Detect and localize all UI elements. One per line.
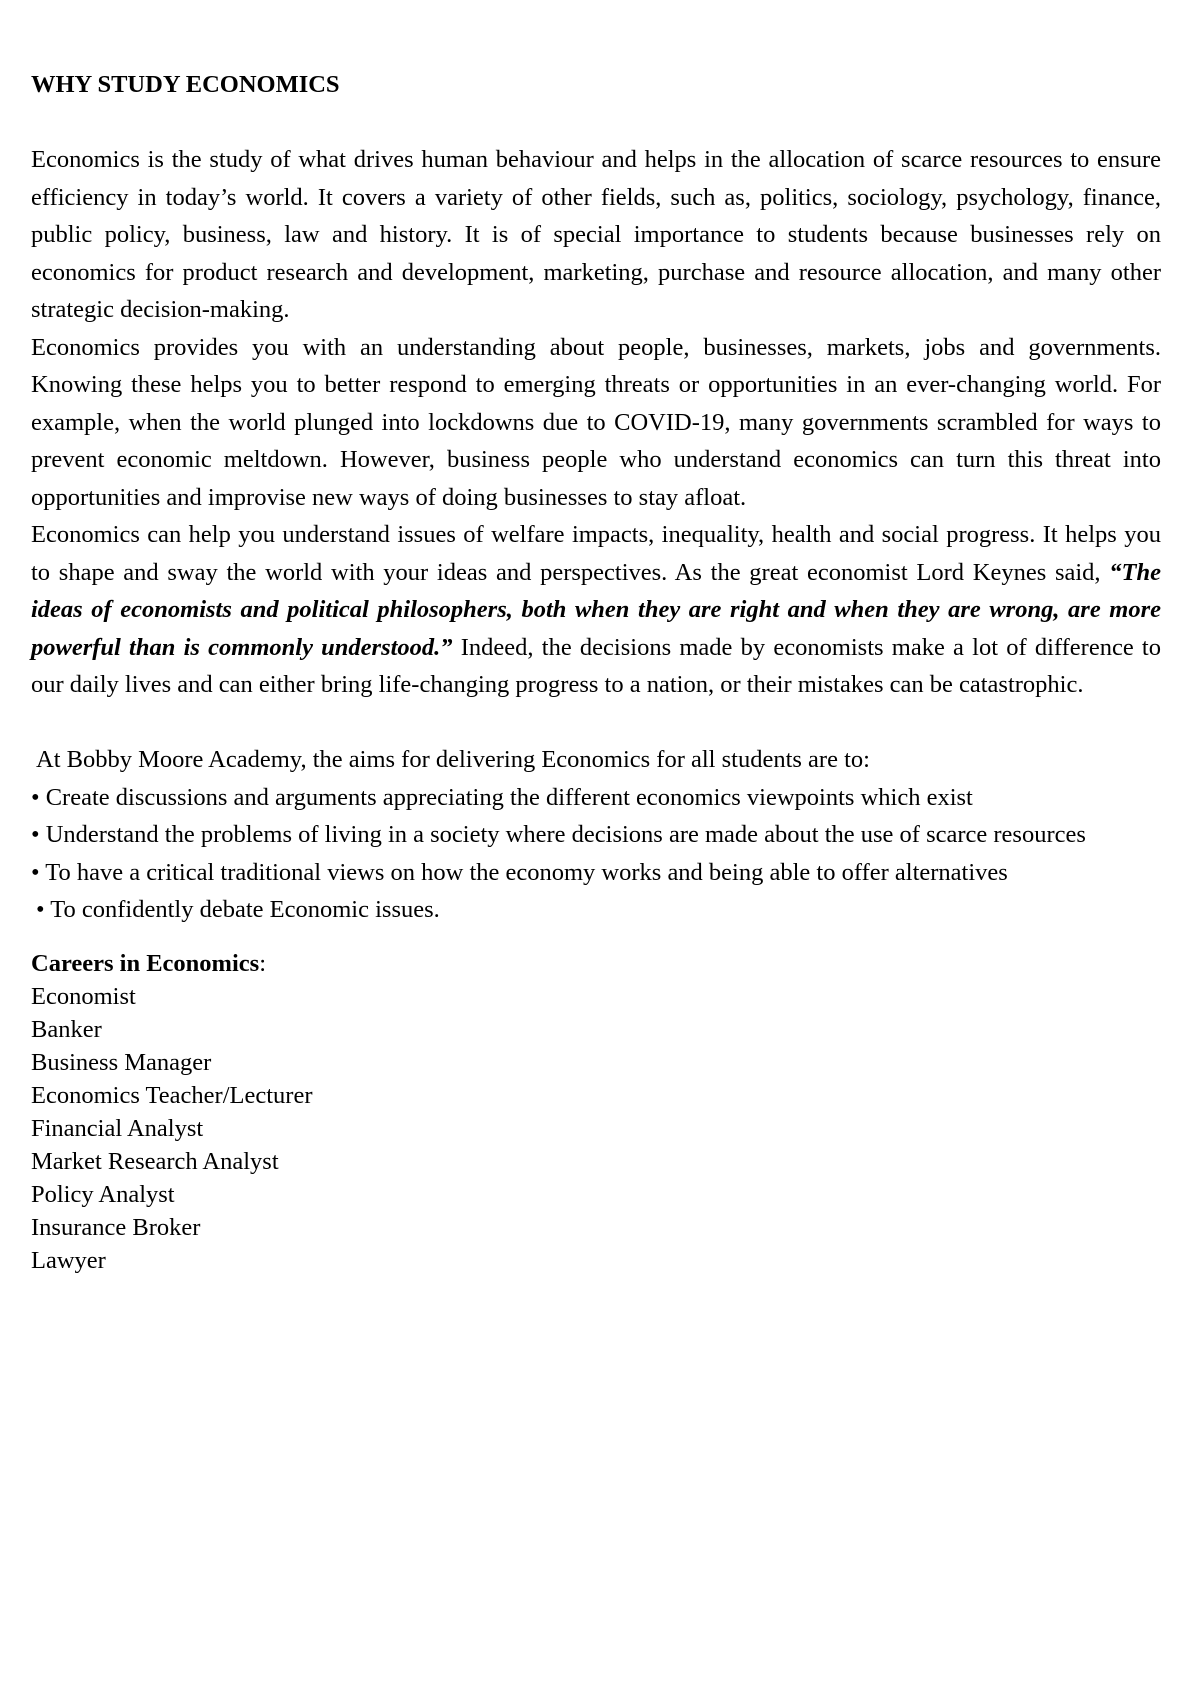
paragraph-definition: Economics is the study of what drives human behaviour and helps in the allocation of scarce resources to ensure efficiency in today’s world. It covers a variety of other fields, such as, politics, sociology, psychology, finance, public policy, business, law and history. It is of special importance to students because businesses rely on economics for product research and development, marketing, purchase and resource allocation, and many other strategic decision-making. xyxy=(31,146,1161,323)
career-item: Banker xyxy=(31,1015,102,1043)
career-item: Economics Teacher/Lecturer xyxy=(31,1081,313,1109)
career-item: Lawyer xyxy=(31,1246,106,1274)
keynes-lead-text: Economics can help you understand issues of welfare impacts, inequality, health and social progress. It helps you to shape and sway the world with your ideas and perspectives. As the great economist Lord Keynes said, xyxy=(31,521,1161,586)
career-item: Insurance Broker xyxy=(31,1213,201,1241)
aims-bullet: • To have a critical traditional views on how the economy works and being able to offer alternatives xyxy=(31,858,1008,886)
career-item: Economist xyxy=(31,982,136,1010)
paragraph-keynes xyxy=(31,516,1161,704)
aims-bullet: • To confidently debate Economic issues. xyxy=(36,896,440,923)
careers-heading-colon: : xyxy=(259,949,266,977)
aims-intro: At Bobby Moore Academy, the aims for delivering Economics for all students are to: xyxy=(36,746,870,773)
career-item: Financial Analyst xyxy=(31,1114,204,1142)
keynes-follow-text: Indeed, the decisions made by economists make a lot of difference to our daily lives and can either bring life-changing progress to a nation, or their mistakes can be catastrophic. xyxy=(31,633,1161,698)
career-item: Business Manager xyxy=(31,1048,212,1076)
careers-list xyxy=(31,980,1161,1277)
keynes-quote: “The ideas of economists and political philosophers, both when they are right and when they are wrong, are more powerful than is commonly understood.” xyxy=(31,558,1161,661)
careers-heading xyxy=(31,947,1161,980)
spacer xyxy=(31,704,1161,742)
careers-heading-label: Careers in Economics xyxy=(31,949,260,977)
aims-bullet: • Understand the problems of living in a society where decisions are made about the use of scarce resources xyxy=(31,821,1086,848)
spacer xyxy=(31,104,1161,142)
career-item: Policy Analyst xyxy=(31,1180,175,1208)
document-title: WHY STUDY ECONOMICS xyxy=(31,71,340,98)
document-page xyxy=(31,66,1161,1277)
aims-bullet: • Create discussions and arguments appreciating the different economics viewpoints which exist xyxy=(31,783,973,811)
paragraph-understanding: Economics provides you with an understanding about people, businesses, markets, jobs and governments. Knowing these helps you to better respond to emerging threats or opportunities in an ever-changing world. For example, when the world plunged into lockdowns due to COVID-19, many governments scrambled for ways to prevent economic meltdown. However, business people who understand economics can turn this threat into opportunities and improvise new ways of doing businesses to stay afloat. xyxy=(31,333,1161,511)
career-item: Market Research Analyst xyxy=(31,1147,279,1175)
